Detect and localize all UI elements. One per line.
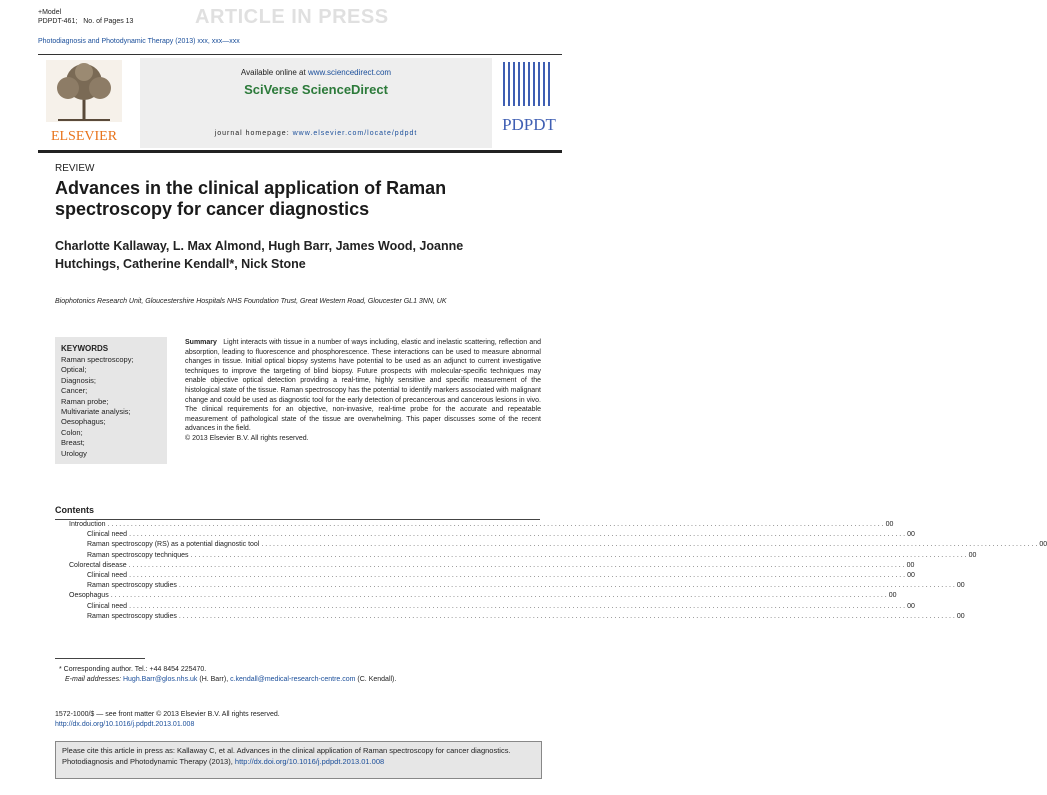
page-count: No. of Pages 13 <box>83 18 134 25</box>
document-id: PDPDT-461; <box>38 18 78 25</box>
journal-homepage: journal homepage: www.elsevier.com/locate/pdpdt <box>214 130 418 137</box>
toc-leader-dots: . . . . . . . . . . . . . . . . . . . . . . . . . . . . . . . . . . . . . . . . . . . . . . . . . . . . . . . . . . . . . . . . . . . . . . . . . . . . . . . . . . . . . . . . . . . . . . . . . . . . . . . . . . . . . . . . . . . . . . . . . . . . . . . . . . . . . . . . . . . . . . . . . . . . . . . . . . . . . . . . . . . . . . . . . . . . . . . . . . . . . . . . . . . . . . . . . . . . . . . . <box>261 541 1038 549</box>
toc-entry-label: Raman spectroscopy techniques <box>87 551 189 559</box>
toc-row[interactable] <box>55 540 1047 550</box>
toc-row[interactable] <box>55 551 977 561</box>
toc-page-number: 00 <box>907 602 915 610</box>
issn-line: 1572-1000/$ — see front matter © 2013 Elsevier B.V. All rights reserved. <box>55 711 280 718</box>
abstract <box>185 338 541 444</box>
abstract-label: Summary <box>185 339 217 346</box>
article-type: REVIEW <box>55 163 95 174</box>
sciencedirect-link[interactable]: www.sciencedirect.com <box>307 68 392 77</box>
journal-cover <box>497 58 562 148</box>
masthead-top-rule <box>38 54 562 55</box>
toc-leader-dots: . . . . . . . . . . . . . . . . . . . . . . . . . . . . . . . . . . . . . . . . . . . . . . . . . . . . . . . . . . . . . . . . . . . . . . . . . . . . . . . . . . . . . . . . . . . . . . . . . . . . . . . . . . . . . . . . . . . . . . . . . . . . . . . . . . . . . . . . . . . . . . . . . . . . . . . . . . . . . . . . . . . . . . . . . . . . . . . . . . . . . . . . . . . . . . . . . . . . . . . . <box>128 561 905 569</box>
keywords-title: KEYWORDS <box>61 344 109 353</box>
toc-entry-label: Raman spectroscopy (RS) as a potential diagnostic tool <box>87 541 260 549</box>
toc-leader-dots: . . . . . . . . . . . . . . . . . . . . . . . . . . . . . . . . . . . . . . . . . . . . . . . . . . . . . . . . . . . . . . . . . . . . . . . . . . . . . . . . . . . . . . . . . . . . . . . . . . . . . . . . . . . . . . . . . . . . . . . . . . . . . . . . . . . . . . . . . . . . . . . . . . . . . . . . . . . . . . . . . . . . . . . . . . . . . . . . . . . . . . . . . . . . . . . . . . . . . . . . <box>110 592 887 600</box>
toc-entry-label: Introduction <box>69 521 106 528</box>
abstract-text: Light interacts with tissue in a number of ways including, elastic and inelastic scattering, reflection and absorption, leading to fluorescence and phosphorescence. These interactions can be used to measure abnormal changes in tissue. Initial optical biopsy systems have potential to be used as an adjunct to current investigative techniques to improve the targeting of blind biopsy. Future prospects with molecular-specific techniques may enable objective optical detection providing a real-time, highly sensitive and specific measurement of the histological state of the tissue. Raman spectroscopy has the potential to identify markers associated with malignant change and could be used as diagnostic tool for the early detection of precancerous and cancerous lesions in vivo. The clinical requirements for an objective, non-invasive, real-time probe for the accurate and repeatable measurement of pathological state of the tissue are overwhelming. This paper discusses some of the recent advances in the field. <box>185 339 541 433</box>
toc-page-number: 00 <box>968 551 977 559</box>
toc-row[interactable] <box>55 581 965 591</box>
toc-entry-label: Oesophagus <box>69 592 109 600</box>
toc-entry-label: Clinical need <box>87 531 128 539</box>
keyword-item: Oesophagus; <box>61 417 106 427</box>
toc-page-number: 00 <box>907 531 915 539</box>
toc-entry-label: Clinical need <box>87 602 128 610</box>
toc-leader-dots: . . . . . . . . . . . . . . . . . . . . . . . . . . . . . . . . . . . . . . . . . . . . . . . . . . . . . . . . . . . . . . . . . . . . . . . . . . . . . . . . . . . . . . . . . . . . . . . . . . . . . . . . . . . . . . . . . . . . . . . . . . . . . . . . . . . . . . . . . . . . . . . . . . . . . . . . . . . . . . . . . . . . . . . . . . . . . . . . . . . . . . . . . . . . . . . . . . . . . . . . <box>129 571 906 579</box>
toc-row[interactable] <box>55 561 915 571</box>
keyword-item: Raman probe; <box>61 396 109 406</box>
toc-leader-dots: . . . . . . . . . . . . . . . . . . . . . . . . . . . . . . . . . . . . . . . . . . . . . . . . . . . . . . . . . . . . . . . . . . . . . . . . . . . . . . . . . . . . . . . . . . . . . . . . . . . . . . . . . . . . . . . . . . . . . . . . . . . . . . . . . . . . . . . . . . . . . . . . . . . . . . . . . . . . . . . . . . . . . . . . . . . . . . . . . . . . . . . . . . . . . . . . . . . . . . . . <box>129 602 906 610</box>
corresponding-author: * Corresponding author. Tel.: +44 8454 225470. <box>59 666 207 673</box>
masthead-bottom-rule <box>38 150 562 153</box>
toc-page-number: 00 <box>906 561 915 569</box>
citation-text: Please cite this article in press as: Kallaway C, et al. Advances in the clinical application of Raman spectroscopy for cancer diagnostics. Photodiagnosis and Photodynamic Therapy (2013), <box>62 746 511 766</box>
article-title: Advances in the clinical application of Raman spectroscopy for cancer diagnostics <box>55 178 447 219</box>
citation-doi-link[interactable]: http://dx.doi.org/10.1016/j.pdpdt.2013.01.008 <box>234 757 385 766</box>
toc-row[interactable] <box>55 591 897 601</box>
table-of-contents <box>55 519 1047 622</box>
toc-leader-dots: . . . . . . . . . . . . . . . . . . . . . . . . . . . . . . . . . . . . . . . . . . . . . . . . . . . . . . . . . . . . . . . . . . . . . . . . . . . . . . . . . . . . . . . . . . . . . . . . . . . . . . . . . . . . . . . . . . . . . . . . . . . . . . . . . . . . . . . . . . . . . . . . . . . . . . . . . . . . . . . . . . . . . . . . . . . . . . . . . . . . . . . . . . . . . . . . . . . . . . . . <box>190 551 967 559</box>
doi-link[interactable]: http://dx.doi.org/10.1016/j.pdpdt.2013.01.008 <box>55 721 195 728</box>
citation-box <box>55 741 542 779</box>
toc-page-number: 00 <box>956 582 965 590</box>
toc-page-number: 00 <box>956 612 965 620</box>
toc-entry-label: Raman spectroscopy studies <box>87 612 177 620</box>
toc-leader-dots: . . . . . . . . . . . . . . . . . . . . . . . . . . . . . . . . . . . . . . . . . . . . . . . . . . . . . . . . . . . . . . . . . . . . . . . . . . . . . . . . . . . . . . . . . . . . . . . . . . . . . . . . . . . . . . . . . . . . . . . . . . . . . . . . . . . . . . . . . . . . . . . . . . . . . . . . . . . . . . . . . . . . . . . . . . . . . . . . . . . . . . . . . . . . . . . . . . . . . . . . <box>129 531 906 539</box>
toc-leader-dots: . . . . . . . . . . . . . . . . . . . . . . . . . . . . . . . . . . . . . . . . . . . . . . . . . . . . . . . . . . . . . . . . . . . . . . . . . . . . . . . . . . . . . . . . . . . . . . . . . . . . . . . . . . . . . . . . . . . . . . . . . . . . . . . . . . . . . . . . . . . . . . . . . . . . . . . . . . . . . . . . . . . . . . . . . . . . . . . . . . . . . . . . . . . . . . . . . . . . . . . . <box>107 521 884 528</box>
keywords-box <box>55 337 167 464</box>
elsevier-logo <box>38 58 130 146</box>
keywords-list <box>55 353 167 459</box>
toc-row[interactable] <box>55 612 965 622</box>
cover-monogram: PDPDT <box>502 115 556 134</box>
model-label: +Model <box>38 9 62 16</box>
keyword-item: Raman spectroscopy; <box>61 355 134 364</box>
email-label: E-mail addresses: <box>65 676 122 683</box>
toc-leader-dots: . . . . . . . . . . . . . . . . . . . . . . . . . . . . . . . . . . . . . . . . . . . . . . . . . . . . . . . . . . . . . . . . . . . . . . . . . . . . . . . . . . . . . . . . . . . . . . . . . . . . . . . . . . . . . . . . . . . . . . . . . . . . . . . . . . . . . . . . . . . . . . . . . . . . . . . . . . . . . . . . . . . . . . . . . . . . . . . . . . . . . . . . . . . . . . . . . . . . . . . . <box>178 612 955 620</box>
email-link-kendall[interactable]: c.kendall@medical-research-centre.com <box>230 676 356 683</box>
sciverse-wordmark: SciVerse ScienceDirect <box>244 82 388 97</box>
journal-homepage-link[interactable]: www.elsevier.com/locate/pdpdt <box>292 130 418 137</box>
keyword-item: Cancer; <box>61 386 88 396</box>
toc-page-number: 00 <box>1039 541 1047 549</box>
toc-entry-label: Colorectal disease <box>69 561 127 569</box>
toc-entry-label: Clinical need <box>87 571 128 579</box>
toc-leader-dots: . . . . . . . . . . . . . . . . . . . . . . . . . . . . . . . . . . . . . . . . . . . . . . . . . . . . . . . . . . . . . . . . . . . . . . . . . . . . . . . . . . . . . . . . . . . . . . . . . . . . . . . . . . . . . . . . . . . . . . . . . . . . . . . . . . . . . . . . . . . . . . . . . . . . . . . . . . . . . . . . . . . . . . . . . . . . . . . . . . . . . . . . . . . . . . . . . . . . . . . . <box>178 582 955 590</box>
keyword-item: Urology <box>61 448 87 458</box>
abstract-copyright: © 2013 Elsevier B.V. All rights reserved. <box>185 434 309 442</box>
footnotes: * Corresponding author. Tel.: +44 8454 225470. E-mail addresses: Hugh.Barr@glos.nhs.uk (H. Barr), c.kendall@medical-research-centre.com (C. Kendall). <box>55 665 535 685</box>
toc-page-number: 00 <box>885 521 894 528</box>
toc-row[interactable] <box>55 530 915 540</box>
keyword-item: Breast; <box>61 438 85 448</box>
toc-row[interactable] <box>55 571 915 581</box>
author-list: Charlotte Kallaway, L. Max Almond, Hugh Barr, James Wood, Joanne Hutchings, Catherine Kendall*, Nick Stone <box>55 239 464 271</box>
keyword-item: Optical; <box>61 365 87 375</box>
article-in-press-banner: ARTICLE IN PRESS <box>195 6 389 28</box>
email-link-barr[interactable]: Hugh.Barr@glos.nhs.uk <box>122 676 198 683</box>
issn-block <box>55 710 535 730</box>
contents-heading: Contents <box>55 505 94 515</box>
toc-page-number: 00 <box>888 592 897 600</box>
elsevier-wordmark: ELSEVIER <box>50 129 118 144</box>
toc-entry-label: Raman spectroscopy studies <box>87 582 177 590</box>
affiliation: Biophotonics Research Unit, Gloucestershire Hospitals NHS Foundation Trust, Great Western Road, Gloucester GL1 3NN, UK <box>55 298 447 305</box>
footnote-rule <box>55 658 145 659</box>
manuscript-header <box>38 8 134 26</box>
available-online: Available online at www.sciencedirect.com <box>240 68 392 77</box>
toc-row[interactable] <box>55 520 894 530</box>
journal-citation-line: Photodiagnosis and Photodynamic Therapy (2013) xxx, xxx—xxx <box>38 38 240 45</box>
toc-page-number: 00 <box>907 571 915 579</box>
keyword-item: Multivariate analysis; <box>61 407 131 417</box>
toc-row[interactable] <box>55 602 915 612</box>
keyword-item: Diagnosis; <box>61 375 97 385</box>
keyword-item: Colon; <box>61 427 83 437</box>
